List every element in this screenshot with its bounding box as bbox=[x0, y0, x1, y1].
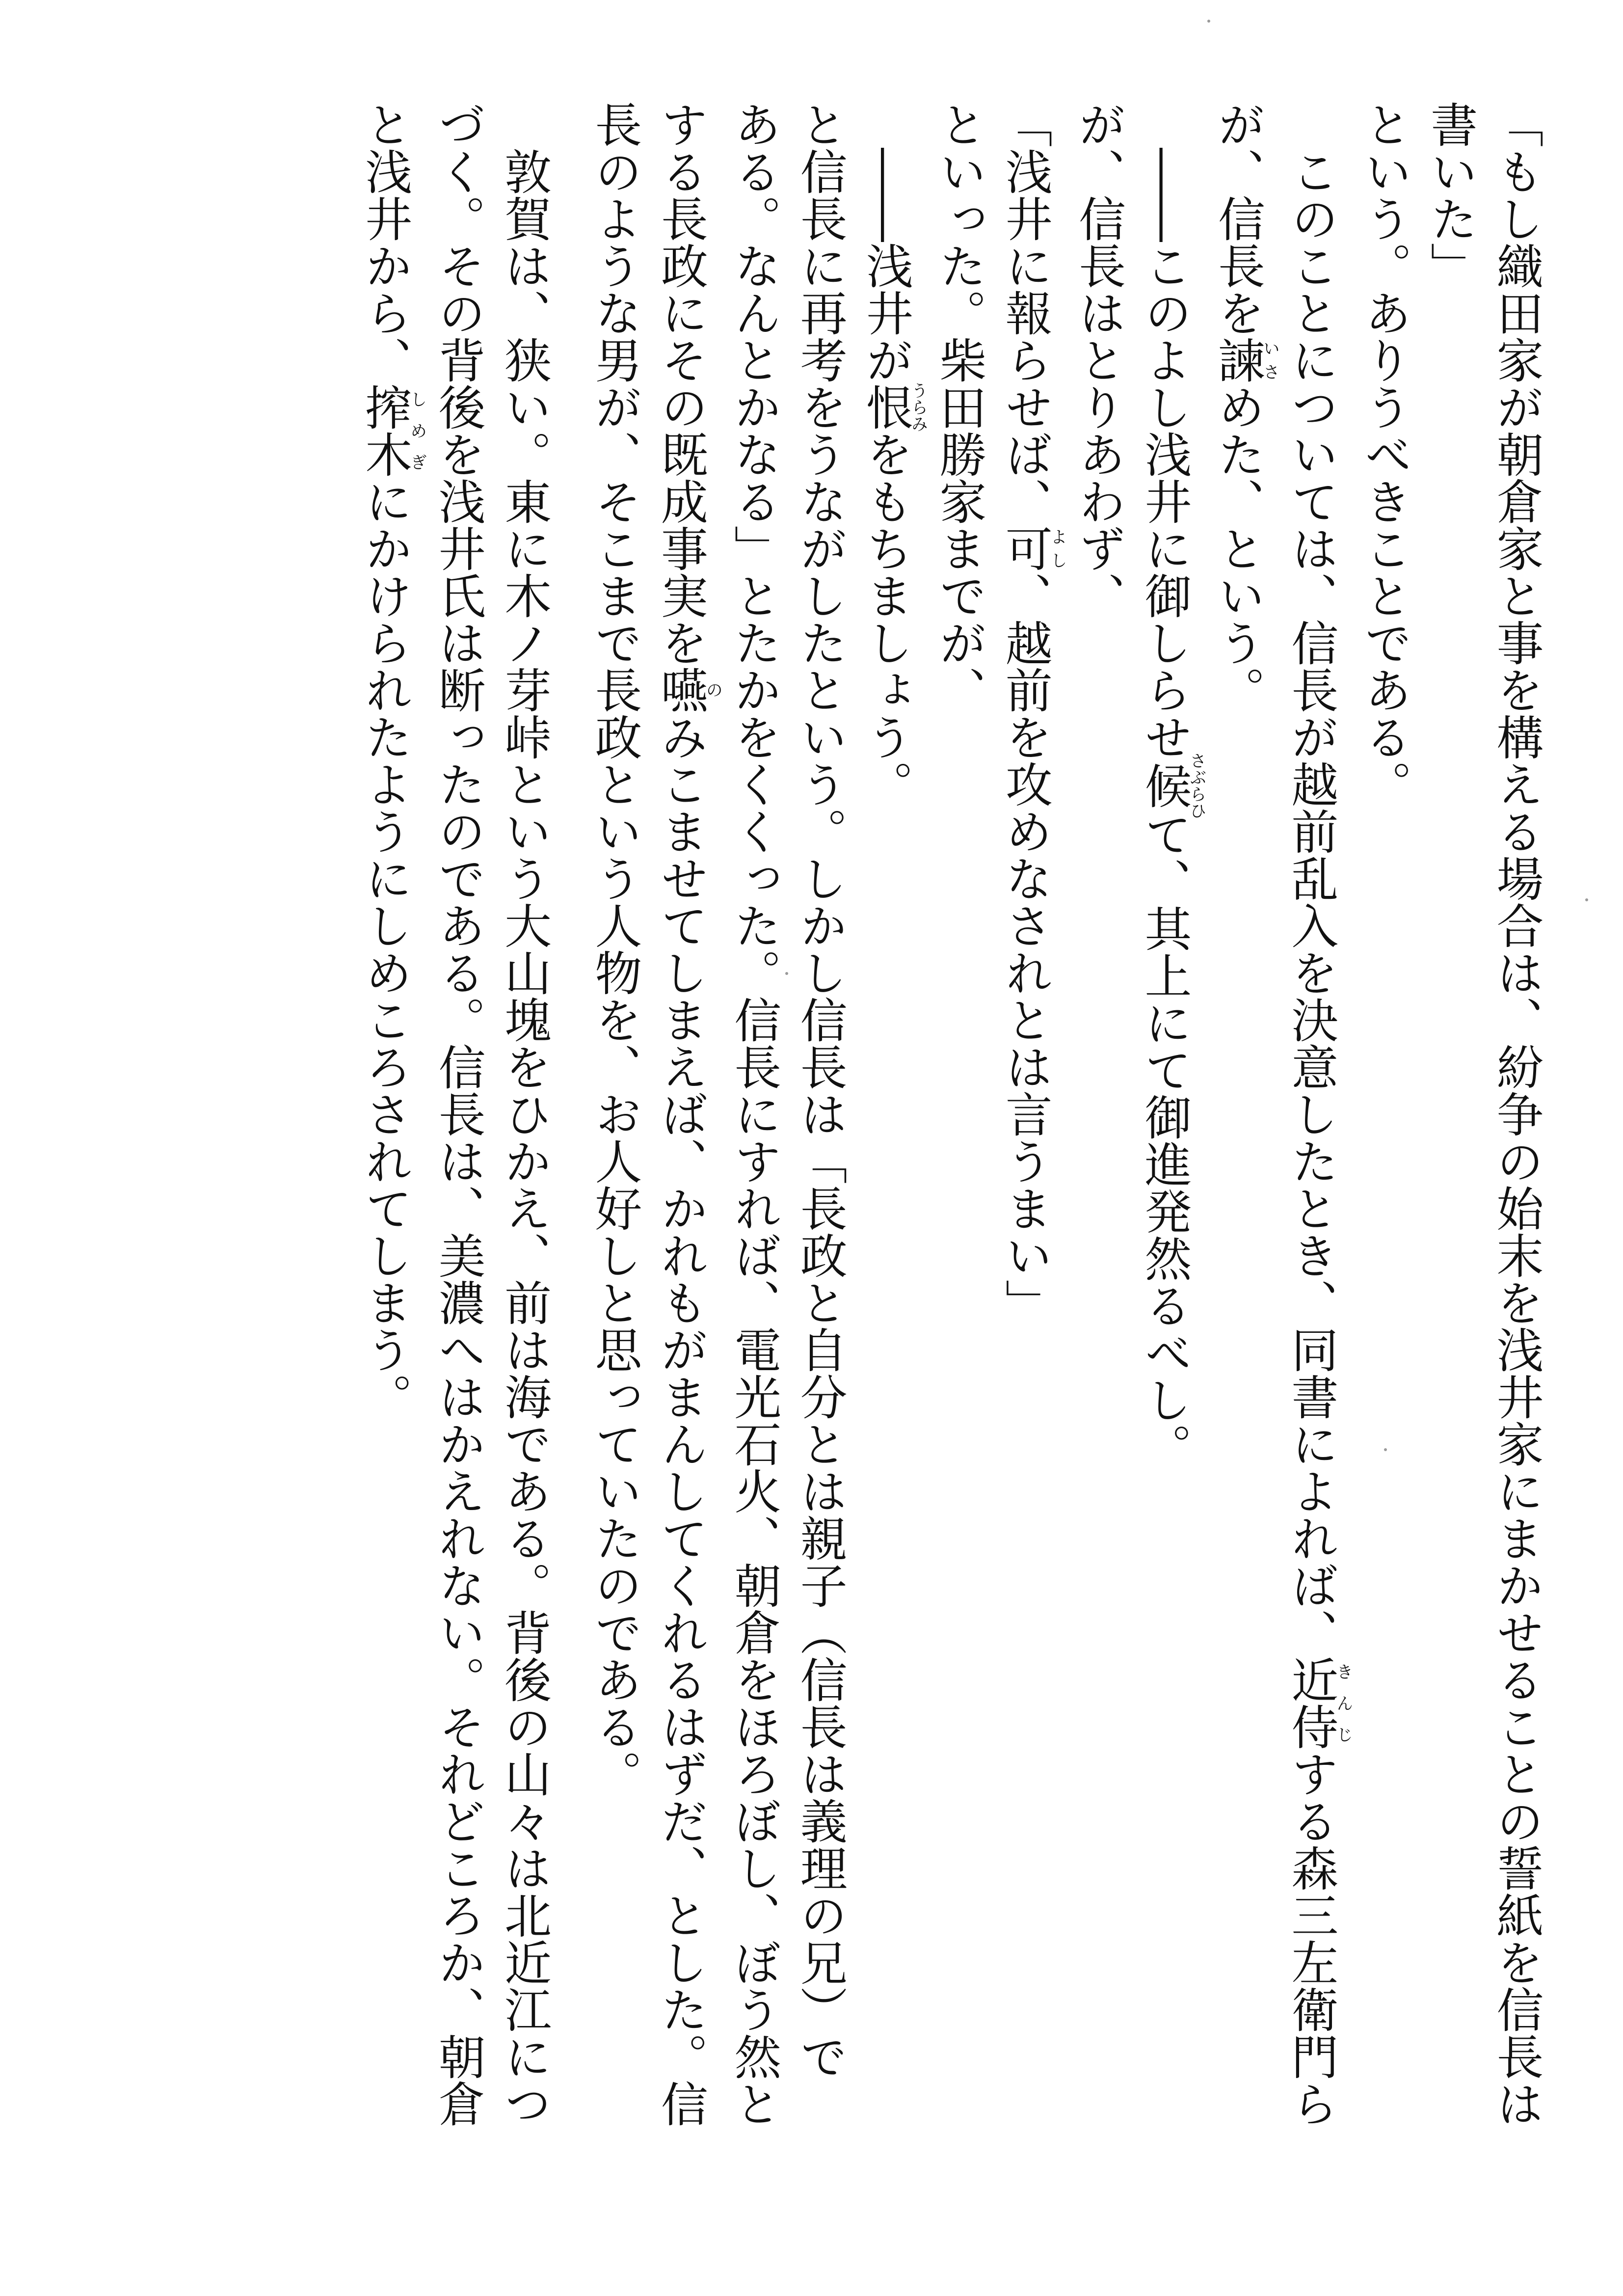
ruby-urami: 恨うらみ bbox=[858, 382, 928, 432]
paragraph-gap bbox=[558, 101, 582, 2251]
text-line-2: 書いた」 bbox=[1423, 101, 1478, 289]
text-line-3: という。ありうべきことである。 bbox=[1357, 101, 1412, 808]
ruby-kinji: 近侍きんじ bbox=[1283, 1656, 1353, 1750]
text-line-14: 長のような男が、そこまで長政という人物を、お人好しと思っていたのである。 bbox=[587, 101, 642, 1797]
ruby-yoshi: 可よし bbox=[998, 525, 1067, 572]
text-line-8: 「浅井に報らせば、可よし、越前を攻めなされとは言うまい」 bbox=[998, 101, 1067, 1326]
vertical-text-body bbox=[67, 101, 1549, 2251]
text-line-16: づく。その背後を浅井氏は断ったのである。信長は、美濃へはかえれない。それどころか、朝倉 bbox=[431, 101, 486, 2127]
text-line-1: 「もし織田家が朝倉家と事を構える場合は、紛争の始末を浅井家にまかせることの誓紙を信長は bbox=[1489, 101, 1544, 2127]
text-line-5: が、信長を諫いさめた、という。 bbox=[1210, 101, 1280, 713]
text-line-13: する長政にその既成事実を嚥のみこませてしまえば、かれもがまんしてくれるはずだ、とした。信 bbox=[653, 101, 723, 2127]
text-line-12: ある。なんとかなる」とたかをくくった。信長にすれば、電光石火、朝倉をほろぼし、ぼう然と bbox=[726, 101, 782, 2127]
text-line-4: このことについては、信長が越前乱入を決意したとき、同書によれば、近侍きんじする森三左衛門ら bbox=[1283, 101, 1353, 2127]
ruby-shimegi: 搾木しめぎ bbox=[357, 383, 427, 478]
scan-speck bbox=[1384, 1448, 1387, 1451]
ruby-isame: 諫いさ bbox=[1210, 336, 1280, 383]
text-line-6: ――このよし浅井に御しらせ候さぶらひて、其上にて御進発然るべし。 bbox=[1137, 101, 1207, 1470]
scan-speck bbox=[1585, 898, 1588, 901]
ruby-nomi: 嚥の bbox=[653, 666, 723, 713]
text-line-11: と信長に再考をうながしたという。しかし信長は「長政と自分とは親子（信長は義理の兄）で bbox=[793, 101, 848, 2080]
scan-speck bbox=[1207, 20, 1210, 23]
text-line-10: ――浅井が恨うらみをもちましょう。 bbox=[858, 101, 928, 808]
text-line-15: 敦賀は、狭い。東に木ノ芽峠という大山塊をひかえ、前は海である。背後の山々は北近江につ bbox=[497, 101, 552, 2127]
text-line-17: と浅井から、搾木しめぎにかけられたようにしめころされてしまう。 bbox=[357, 101, 427, 1420]
scan-speck bbox=[785, 972, 788, 975]
text-line-9: といった。柴田勝家までが、 bbox=[931, 101, 987, 713]
text-line-7: が、信長はとりあわず、 bbox=[1071, 101, 1126, 619]
ruby-sourou: 候さぶらひ bbox=[1137, 752, 1207, 819]
